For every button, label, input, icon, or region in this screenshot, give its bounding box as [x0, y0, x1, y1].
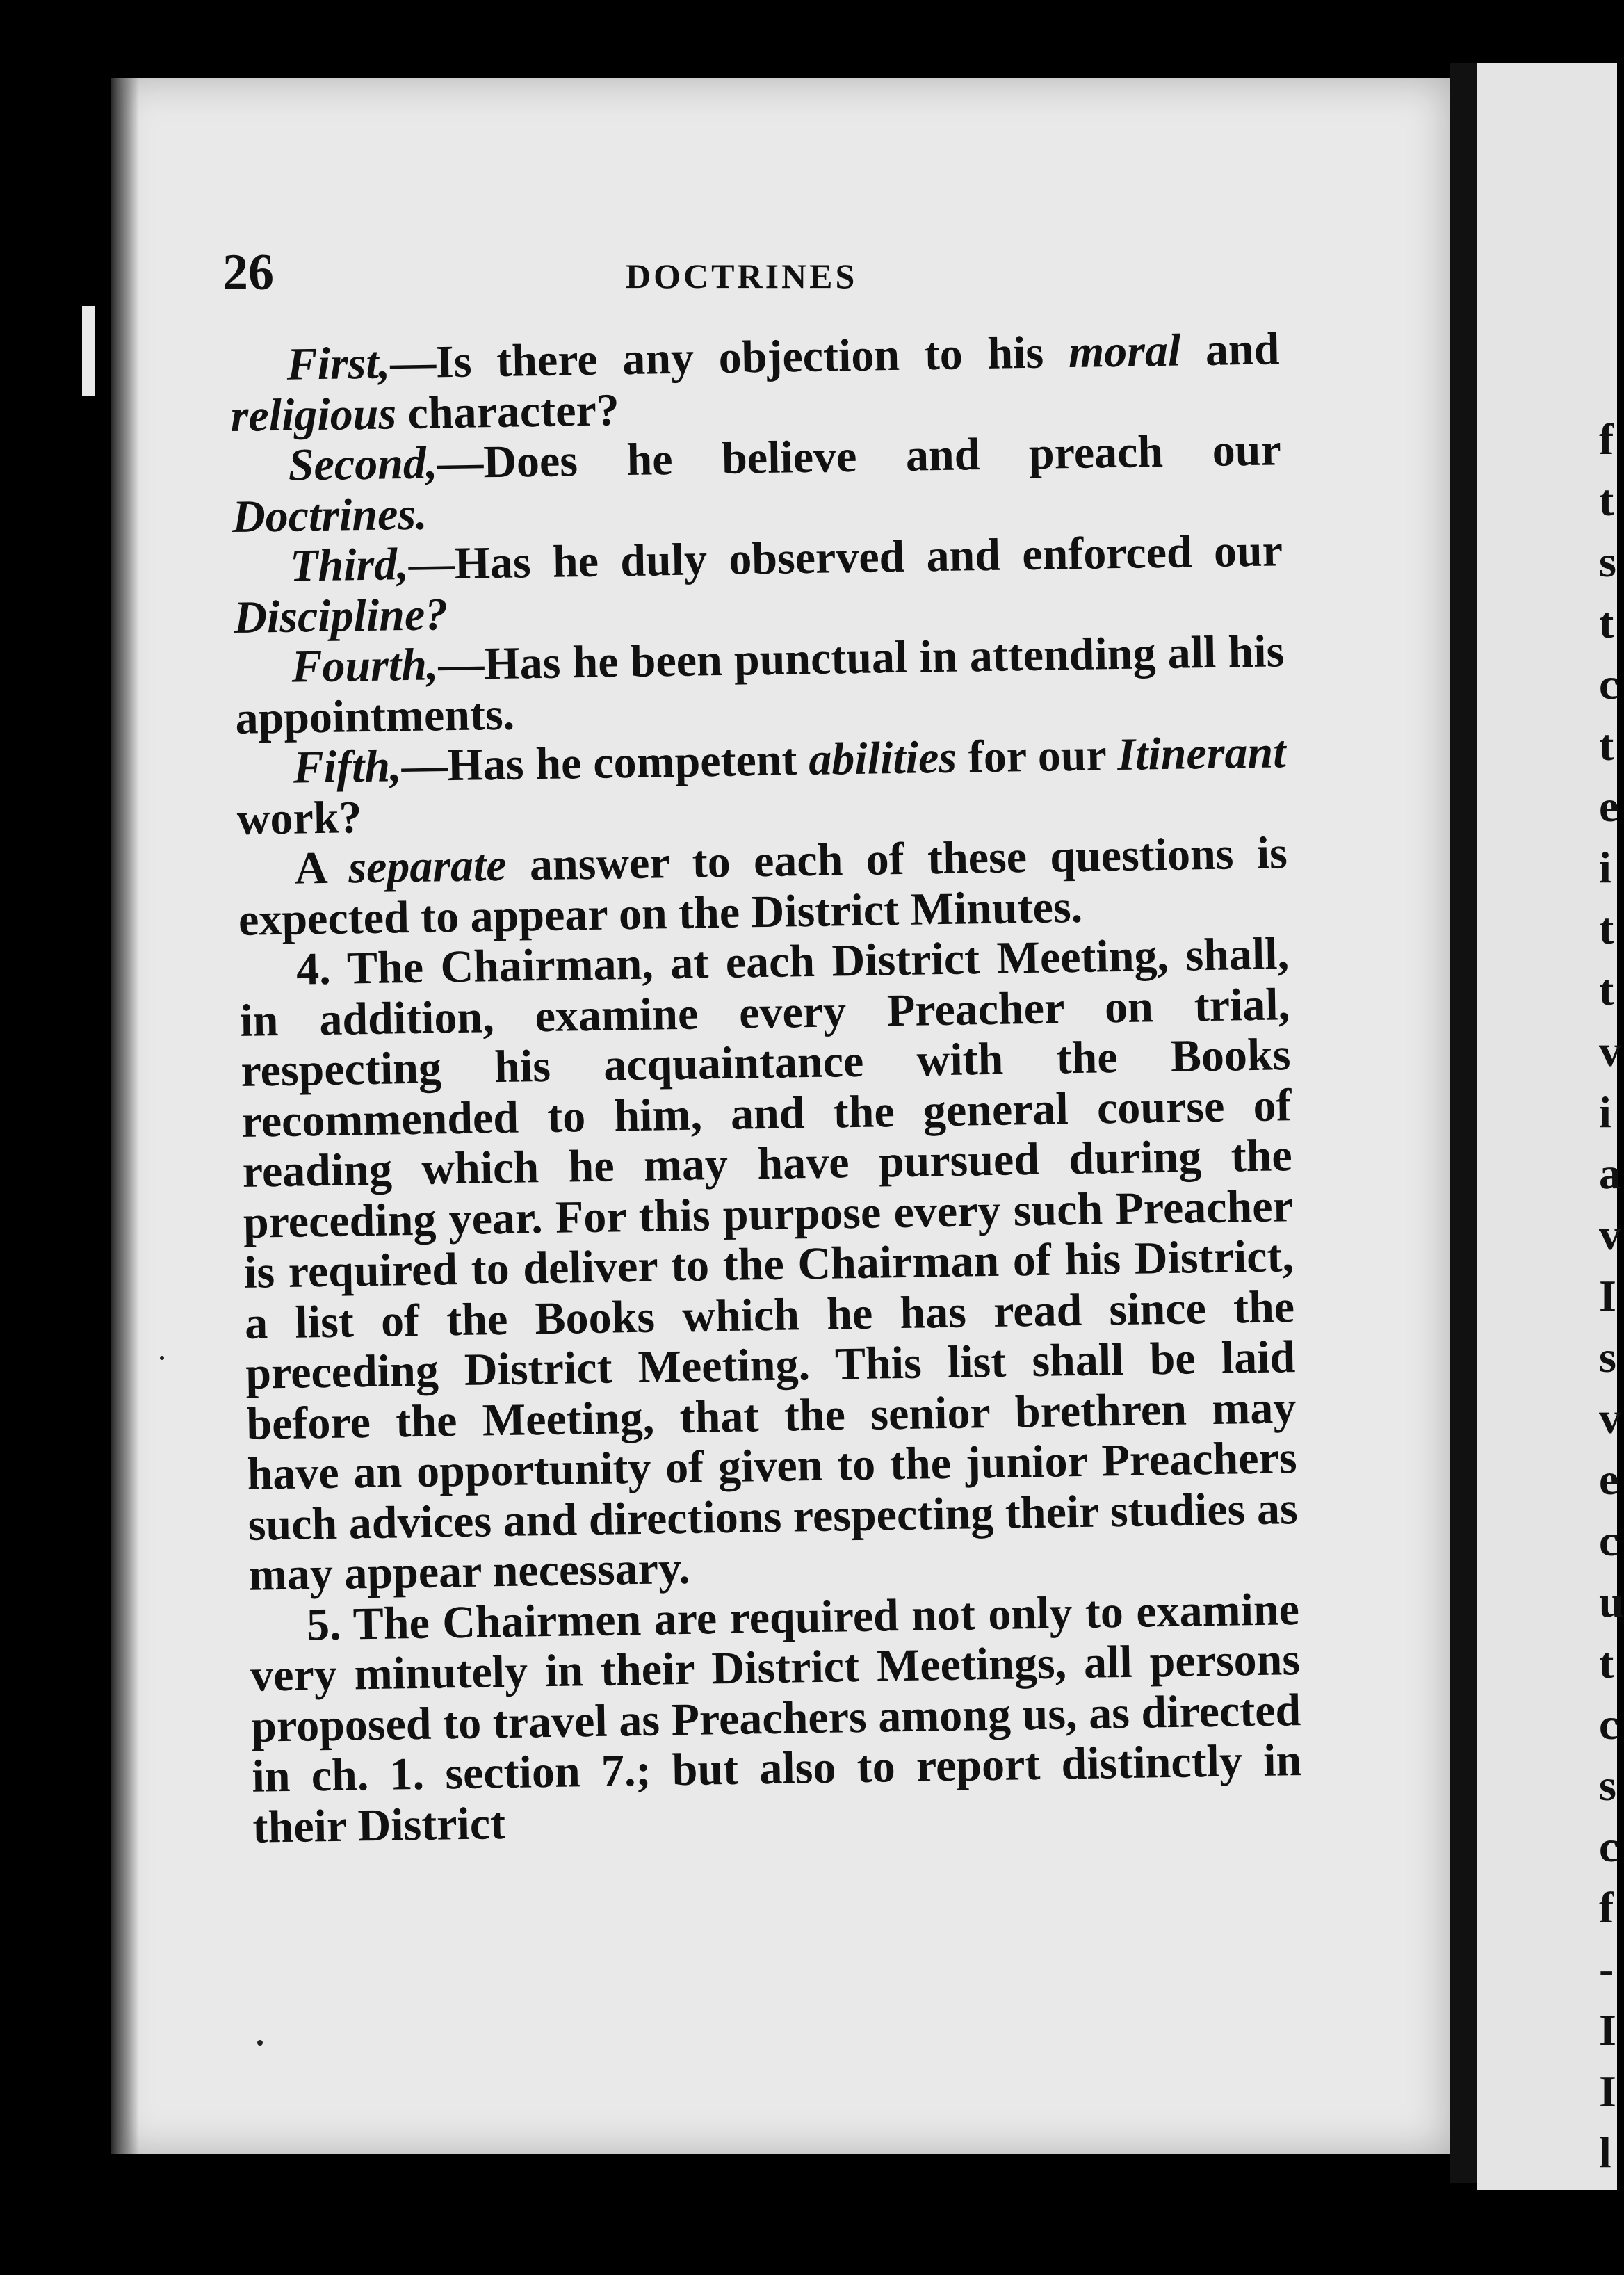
- facing-page-glyph: t: [1599, 1638, 1614, 1687]
- italic-text: Second,: [288, 437, 438, 491]
- facing-page-glyph: I: [1599, 2005, 1616, 2055]
- italic-text: moral: [1068, 325, 1181, 378]
- text-run: A: [294, 842, 349, 894]
- page-edge-mark: [82, 306, 95, 396]
- facing-page-glyph: -: [1599, 1944, 1614, 1993]
- facing-page-glyph: c: [1599, 1516, 1619, 1565]
- facing-page-glyph: t: [1599, 965, 1614, 1014]
- ink-speck: [160, 1356, 164, 1360]
- facing-page-glyph: i: [1599, 843, 1611, 892]
- facing-page-glyph: s: [1599, 537, 1616, 586]
- italic-text: Itinerant: [1116, 727, 1287, 781]
- text-run: —Has he duly observed and enforced our: [408, 525, 1283, 590]
- paragraph: [236, 727, 1287, 845]
- page-number: 26: [222, 244, 274, 301]
- facing-page-glyph: s: [1599, 1332, 1616, 1382]
- facing-page-glyph: l: [1599, 2128, 1611, 2177]
- facing-page-glyph: f: [1599, 414, 1614, 464]
- facing-page-glyph: c: [1599, 1699, 1619, 1749]
- paragraph: [249, 1585, 1303, 1853]
- facing-page-glyph: e: [1599, 1455, 1619, 1504]
- facing-page-edge: [1477, 63, 1617, 2190]
- italic-text: Doctrines.: [232, 488, 428, 542]
- italic-text: Discipline?: [233, 588, 448, 643]
- running-head-title: DOCTRINES: [626, 257, 858, 295]
- italic-text: First,: [286, 337, 391, 390]
- facing-page-glyph: f: [1599, 1883, 1614, 1932]
- ink-speck: [257, 2040, 263, 2046]
- facing-page-glyph: i: [1599, 1087, 1611, 1137]
- paragraph: [233, 526, 1284, 643]
- facing-page-glyph: u: [1599, 1577, 1624, 1626]
- text-run: —Does he believe and preach our: [437, 424, 1282, 489]
- facing-page-glyph: v: [1599, 1393, 1621, 1443]
- italic-text: Fourth,: [291, 639, 439, 693]
- text-run: 5. The Chairmen are required not only to examine very minutely in their District Meetings, all persons proposed to travel as Preachers among us, as directed in ch. 1. section 7.; but also to report distinctly in their District: [250, 1583, 1302, 1853]
- text-run: work?: [236, 791, 363, 845]
- text-run: 4. The Chairman, at each District Meeting, shall, in addition, examine every Preacher on trial, respecting his acquaintance with the Books recommended to him, and the general course of reading which he may have pursued during the preceding year. For this purpose every such Preacher is required to deliver to the Chairman of his District, a list of the Books which he has read since the preceding District Meeting. This list shall be laid before the Meeting, that the senior brethren may have an opportunity of given to the junior Preachers such advices and directions respecting their studies as may appear necessary.: [239, 928, 1299, 1601]
- paragraph: [239, 929, 1299, 1601]
- facing-page-glyph: t: [1599, 720, 1614, 770]
- facing-page-glyph: I: [1599, 2066, 1616, 2116]
- text-run: character?: [396, 384, 620, 439]
- facing-page-glyph: e: [1599, 782, 1619, 831]
- page-left-edge-shadow: [111, 78, 139, 2154]
- paragraph: [234, 626, 1285, 744]
- italic-text: Third,: [289, 538, 409, 592]
- text-run: —Has he been punctual in attending all his appointments.: [234, 626, 1285, 744]
- italic-text: religious: [230, 387, 397, 442]
- text-run: answer to each of these questions is expected to appear on the District Minutes.: [238, 827, 1288, 946]
- text-run: for our: [956, 729, 1118, 783]
- text-run: —Has he competent: [400, 734, 809, 792]
- facing-page-glyph: c: [1599, 659, 1619, 709]
- paragraph: [231, 425, 1282, 542]
- facing-page-glyph: s: [1599, 1760, 1616, 1810]
- italic-text: abilities: [808, 731, 957, 785]
- paragraph: [229, 324, 1281, 442]
- facing-page-glyph: v: [1599, 1210, 1621, 1259]
- facing-page-glyph: a: [1599, 1149, 1621, 1198]
- book-gutter: [1450, 63, 1477, 2183]
- facing-page-glyph: c: [1599, 1822, 1619, 1871]
- facing-page-glyph: t: [1599, 598, 1614, 647]
- facing-page-glyph: I: [1599, 1271, 1616, 1320]
- facing-page-glyph: t: [1599, 904, 1614, 953]
- running-head: [222, 243, 1279, 306]
- text-run: —Is there any objection to his: [389, 327, 1069, 389]
- italic-text: separate: [348, 839, 508, 893]
- facing-page-glyph: v: [1599, 1026, 1621, 1076]
- text-run: and: [1180, 323, 1280, 376]
- body-text: [229, 324, 1303, 1852]
- paragraph: [237, 828, 1288, 946]
- facing-page-glyph: t: [1599, 476, 1614, 525]
- italic-text: Fifth,: [293, 740, 403, 793]
